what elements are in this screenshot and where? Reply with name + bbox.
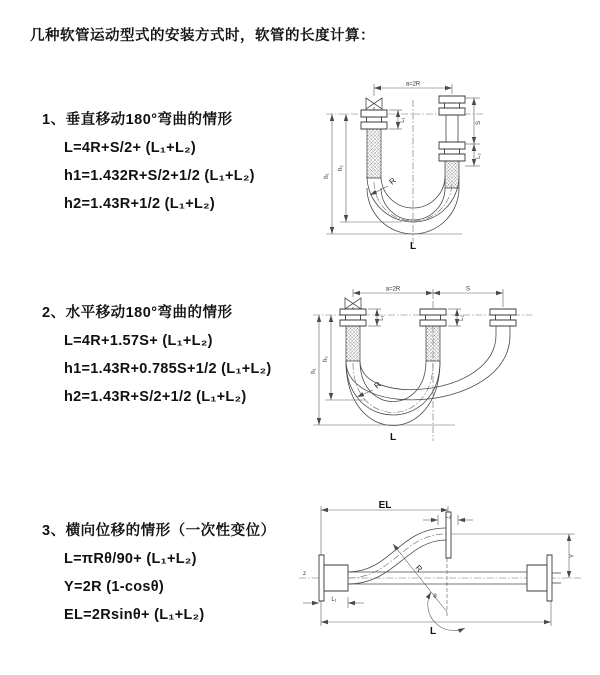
- dim-l1-label: L₁: [331, 597, 337, 603]
- length-label: L: [389, 432, 397, 443]
- dimension-a2r-s: [353, 287, 503, 308]
- diagram-lateral-displacement: [295, 498, 585, 643]
- right-flange-positions: [439, 96, 465, 188]
- dim-s-label: S: [476, 120, 482, 126]
- section-lateral-displacement: [42, 519, 276, 629]
- radius-callout: [357, 380, 383, 397]
- valve-icon: [366, 98, 382, 110]
- formula-el: EL=2Rsinθ+ (L₁+L₂): [64, 607, 205, 623]
- dimension-a2r: [374, 82, 452, 97]
- dimension-l2: [465, 144, 482, 166]
- dim-s-label: S: [465, 286, 471, 293]
- dimension-l: [321, 601, 551, 637]
- page-title: 几种软管运动型式的安装方式时，软管的长度计算：: [30, 28, 375, 44]
- formula-y: Y=2R (1-cosθ): [64, 579, 164, 595]
- length-label: L: [409, 241, 417, 252]
- right-flange-moved: [490, 309, 516, 335]
- dim-h2-label: h₂: [338, 165, 344, 171]
- left-flange: [340, 309, 366, 361]
- formula-h2: h2=1.43R+1/2 (L₁+L₂): [64, 196, 216, 212]
- dim-l2-label: L₂: [445, 514, 451, 520]
- radius-label: R: [372, 379, 383, 391]
- formula-h2: h2=1.43R+S/2+1/2 (L₁+L₂): [64, 389, 247, 405]
- dimension-s: [465, 98, 482, 144]
- dimension-l1: [389, 110, 406, 129]
- section-3-heading: 3、横向位移的情形（一次性变位）: [42, 523, 276, 539]
- diagram-vertical-180-bend: [312, 76, 522, 256]
- middle-flange: [420, 309, 446, 361]
- radius-label: R: [387, 175, 398, 187]
- formula-l: L=4R+S/2+ (L₁+L₂): [64, 140, 196, 156]
- radius-and-angle: [393, 544, 465, 631]
- dimension-y: [569, 534, 576, 578]
- formula-h1: h1=1.432R+S/2+1/2 (L₁+L₂): [64, 168, 255, 184]
- dim-h1-label: h₁: [324, 173, 330, 179]
- section-horizontal-movement: [42, 301, 272, 411]
- formula-h1: h1=1.43R+0.785S+1/2 (L₁+L₂): [64, 361, 272, 377]
- break-mark-label: z: [303, 571, 306, 577]
- upper-flange: [446, 512, 575, 558]
- s-curve-hose: [348, 528, 446, 584]
- dimension-l2: [448, 309, 465, 326]
- dim-h2-label: h₂: [323, 356, 329, 362]
- valve-icon: [345, 298, 361, 309]
- formula-l: L=4R+1.57S+ (L₁+L₂): [64, 333, 213, 349]
- dim-l1-label: L₁: [379, 315, 385, 321]
- dimension-h: [324, 114, 462, 234]
- dim-l2-label: L₂: [476, 153, 482, 159]
- diagram-horizontal-180-bend: [305, 283, 545, 453]
- dim-a2r-label: a=2R: [405, 81, 421, 88]
- dim-a2r-label: a=2R: [385, 286, 401, 293]
- theta-label: θ: [433, 594, 437, 600]
- dim-l1-label: L₁: [400, 117, 406, 123]
- section-2-heading: 2、水平移动180°弯曲的情形: [42, 305, 233, 321]
- dimension-l1: [303, 597, 364, 608]
- dimension-el: [321, 500, 448, 555]
- section-vertical-movement: [42, 108, 255, 218]
- formula-l: L=πRθ/90+ (L₁+L₂): [64, 551, 197, 567]
- dim-h1-label: h₁: [311, 368, 317, 374]
- dim-el-label: EL: [378, 500, 392, 511]
- left-flange: [361, 110, 387, 178]
- dim-l2-label: L₂: [459, 315, 465, 321]
- radius-label: R: [413, 563, 425, 574]
- section-1-heading: 1、垂直移动180°弯曲的情形: [42, 112, 233, 128]
- dim-l-label: L: [429, 626, 437, 637]
- dimension-l1: [368, 309, 385, 326]
- left-flange: [319, 555, 348, 601]
- dim-y-label: Y: [570, 553, 576, 559]
